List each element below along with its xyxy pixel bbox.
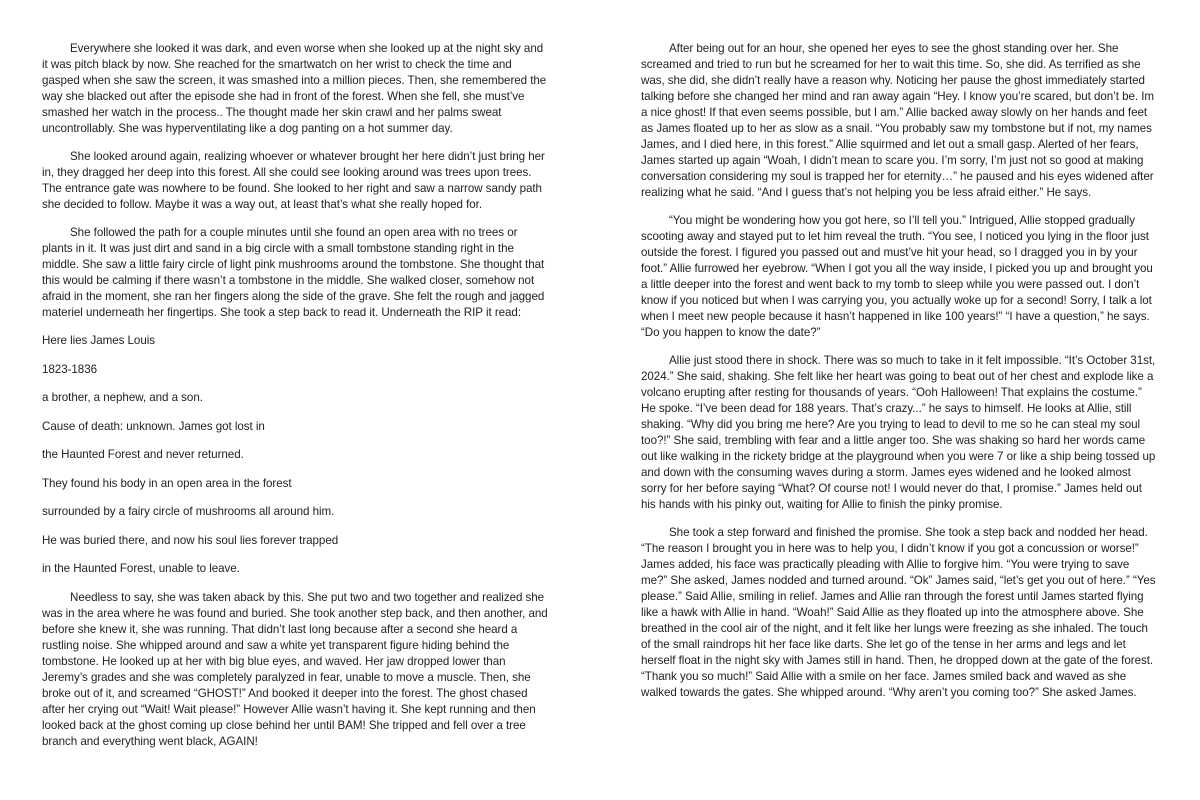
epitaph-line: They found his body in an open area in the forest — [42, 476, 292, 490]
story-paragraph: “You might be wondering how you got here, so I’ll tell you.” Intrigued, Allie stopped gradually scooting away and stayed put to let him reveal the truth. “You see, I noticed you lying in the floor just outside the forest. I figured you passed out and must’ve hit your head, so I dragged you in by your foot.” Allie furrowed her eyebrow. “When I got you all the way inside, I picked you up and brought you a little deeper into the forest and went back to my tomb to sleep while you were passed out. I don’t know if you noticed but when I was carrying you, you actually woke up for a second! Sorry, I talk a lot when I meet new people because it hasn’t happened in like 100 years!” “I have a question,” he says. “Do you happen to know the date?” — [641, 214, 1153, 339]
epitaph-line: the Haunted Forest and never returned. — [42, 448, 244, 461]
story-paragraph: Allie just stood there in shock. There was so much to take in it felt impossible. “It’s October 31st, 2024.” She said, shaking. She felt like her heart was going to beat out of her chest and explode like a volcano erupting after resting for thousands of years. “Ooh Halloween! That explains the costume.” He spoke. “I’ve been dead for 188 years. That’s crazy...” he says to himself. He looks at Allie, still shaking. “Why did you bring me here? Are you trying to lead to devil to me so he can steal my soul too?!” She said, trembling with fear and a little anger too. She was shaking so hard her words came out like walking in the rickety bridge at the playground when you were 7 or like a ship being tossed up and down with the consuming waves during a storm. James eyes widened and he looked almost sorry for her before saying “What? Of course not! I would never do that, I promise.” James held out his hands with his pinky out, waiting for Allie to finish the pinky promise. — [641, 354, 1156, 511]
epitaph-line: Cause of death: unknown. James got lost in — [42, 419, 265, 433]
epitaph-line: surrounded by a fairy circle of mushrooms all around him. — [42, 505, 335, 518]
story-paragraph: She took a step forward and finished the promise. She took a step back and nodded her head. “The reason I brought you in here was to help you, I didn’t know if you got a concussion or worse!” James added, his face was practically pleading with Allie to forgive him. “You were trying to save me?” She asked, James nodded and turned around. “Ok” James said, “let’s get you out of here.” “Yes please.” Said Allie, smiling in relief. James and Allie ran through the forest until James started flying like a hawk with Allie in hand. “Woah!” Said Allie as they floated up into the atmosphere above. She breathed in the cool air of the night, and it felt like her lungs were freezing as she inhaled. The touch of the small raindrops hit her face like darts. She let go of the tense in her arms and legs and let herself float in the night sky with James still in hand. Then, he dropped down at the gate of the forest. “Thank you so much!” Said Allie with a smile on her face. James smiled back and waved as she walked towards the gates. She whipped around. “Why aren’t you coming too?” She asked James. — [641, 526, 1156, 699]
story-paragraph: After being out for an hour, she opened her eyes to see the ghost standing over her. She screamed and tried to run but he screamed for her to wait this time. So, she did. As terrified as she was, she did, she didn’t really have a reason why. Noticing her pause the ghost immediately started talking before she changed her mind and ran away again “Hey. I know you’re scared, but don’t be. Im a nice ghost! If that even seems possible, but I am.” Allie backed away slowly on her hands and feet as James floated up to her as slow as a snail. “You probably saw my tombstone but if not, my names James, and I died here, in this forest.” Allie squirmed and let out a small gasp. Alerted of her fears, James started up again “Woah, I didn’t mean to scare you. I’m sorry, I’m just not so good at making conversation considering my soul is trapped her for eternity…” he paused and his eyes widened after realizing what he said. “And I guess that’s not helping you be less afraid either.” He says. — [641, 42, 1154, 199]
epitaph-line: a brother, a nephew, and a son. — [42, 391, 203, 404]
epitaph-line: in the Haunted Forest, unable to leave. — [42, 562, 240, 575]
epitaph-line: Here lies James Louis — [42, 334, 156, 347]
story-paragraph: Needless to say, she was taken aback by this. She put two and two together and realized she was in the area where he was found and buried. She took another step back, and then another, and before she knew it, she was running. That didn’t last long because after a second she heard a rustling noise. She whipped around and saw a white yet transparent figure hiding behind the tombstone. He looked up at her with big blue eyes, and waved. Her jaw dropped lower than Jeremy’s grades and she was completely paralyzed in fear, unable to move a muscle. Then, she broke out of it, and screamed “GHOST!” And booked it deeper into the forest. The ghost chased after her crying out “Wait! Wait please!” However Allie wasn’t having it. She kept running and then looked back at the ghost coming up close behind her until BAM! She tripped and fell over a tree branch and everything went black, AGAIN! — [42, 590, 548, 748]
story-paragraph: Everywhere she looked it was dark, and even worse when she looked up at the night sky and it was pitch black by now. She reached for the smartwatch on her wrist to check the time and gasped when she saw the screen, it was smashed into a million pieces. Then, she remembered the way she blacked out after the episode she had in front of the forest. When she fell, she must’ve smashed her watch in the process.. The thought made her skin crawl and her palms sweat uncontrollably. She was hyperventilating like a dog panting on a hot summer day. — [42, 42, 547, 135]
right-page — [600, 0, 1200, 800]
epitaph-line: He was buried there, and now his soul lies forever trapped — [42, 533, 339, 547]
story-paragraph: She followed the path for a couple minutes until she found an open area with no trees or plants in it. It was just dirt and sand in a big circle with a small tombstone standing right in the middle. She saw a little fairy circle of light pink mushrooms around the tombstone. She thought that this would be calming if there wasn’t a tombstone in the middle. She walked closer, somehow not afraid in the moment, she ran her fingers along the side of the grave. She felt the rough and jagged materiel underneath her fingertips. She took a step back to read it. Underneath the RIP it read: — [42, 226, 545, 319]
epitaph-line: 1823-1836 — [42, 362, 97, 376]
story-paragraph: She looked around again, realizing whoever or whatever brought her here didn’t just bring her in, they dragged her deep into this forest. All she could see looking around was trees upon trees. The entrance gate was nowhere to be found. She looked to her right and saw a narrow sandy path she decided to follow. Maybe it was a way out, at least that’s what she really hoped for. — [42, 150, 545, 211]
